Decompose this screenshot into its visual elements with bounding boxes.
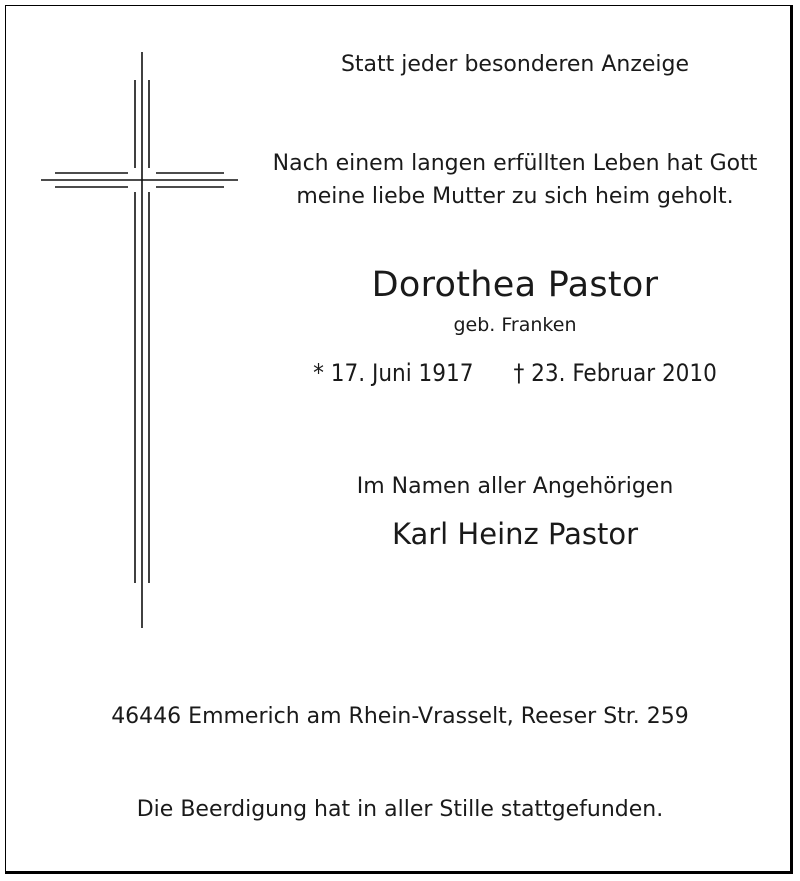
message (240, 147, 790, 213)
funeral-note: Die Beerdigung hat in aller Stille stattgefunden. (136, 797, 664, 822)
birth-date: * 17. Juni 1917 (313, 359, 474, 387)
signer-name: Karl Heinz Pastor (391, 517, 639, 551)
maiden-name: geb. Franken (453, 314, 577, 336)
on-behalf-line: Im Namen aller Angehörigen (356, 474, 674, 499)
address: 46446 Emmerich am Rhein-Vrasselt, Reeser Str. 259 (111, 704, 689, 729)
message-line: Nach einem langen erfüllten Leben hat Gott (272, 151, 758, 176)
notice-header: Statt jeder besonderen Anzeige (340, 52, 690, 77)
death-date: † 23. Februar 2010 (513, 359, 717, 387)
life-dates (240, 359, 790, 387)
message-line: meine liebe Mutter zu sich heim geholt. (296, 184, 734, 209)
deceased-name: Dorothea Pastor (371, 265, 659, 305)
